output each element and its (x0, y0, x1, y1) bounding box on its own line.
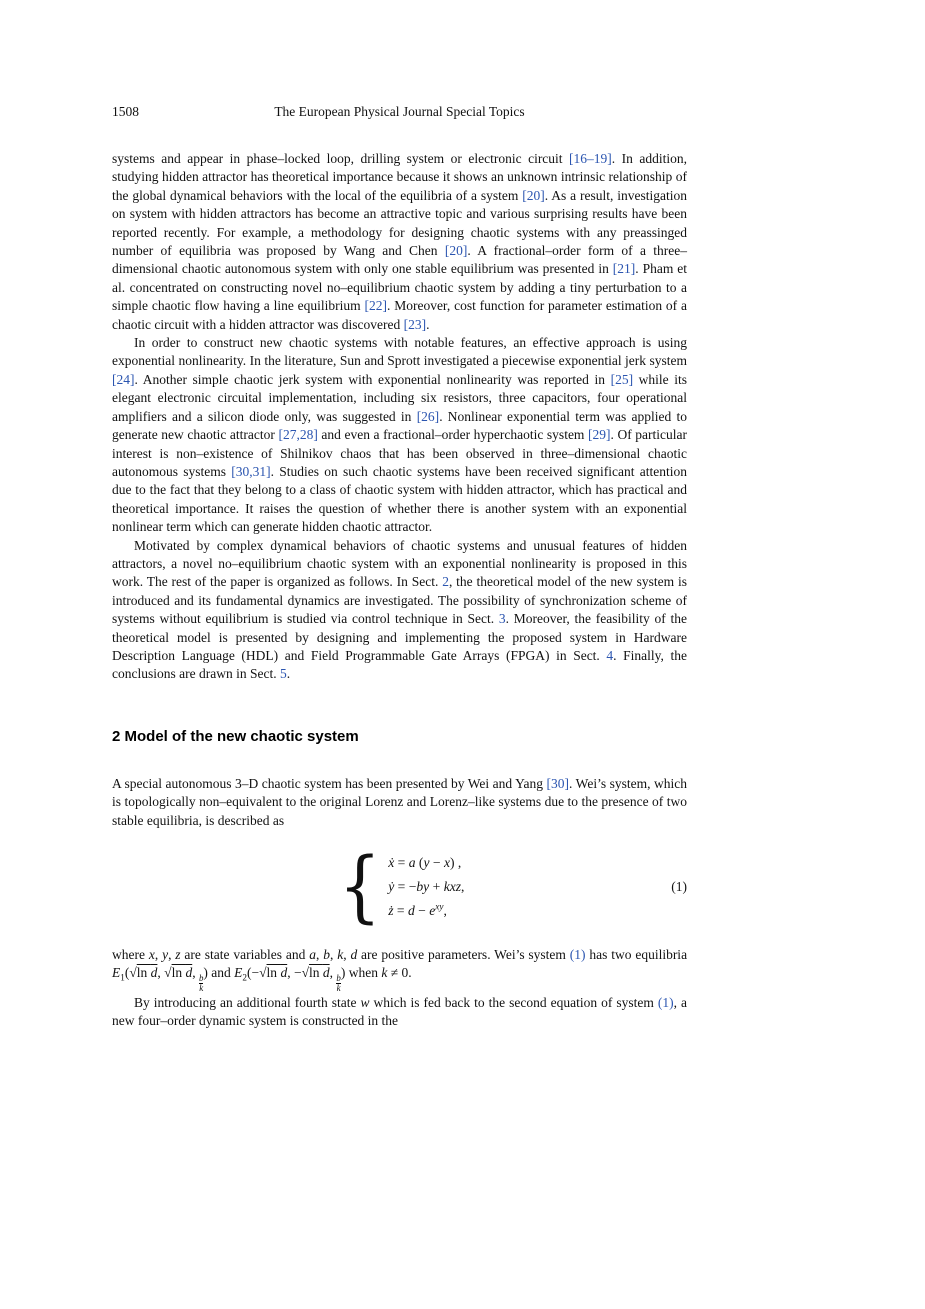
text-run: . Another simple chaotic jerk system with exponential nonlinearity was reported in (134, 371, 611, 387)
citation-link[interactable]: [16–19] (569, 151, 612, 166)
text-run: E (112, 965, 121, 981)
citation-link[interactable]: 5 (279, 666, 287, 682)
equation-brace: { (338, 842, 381, 932)
text-run: , (316, 947, 324, 962)
text-run: a (309, 947, 316, 962)
text-run: . In addition, studying hidden attractor has theoretical importance because it shows an unknown intrinsic relationship of the global dynamical behaviors with the local of the equilibria of a system (112, 151, 687, 203)
text-run: ln (308, 965, 323, 981)
equation-1 (112, 842, 687, 932)
citation-link[interactable]: (1) (569, 947, 586, 962)
text-run: x (148, 947, 155, 962)
text-run: $\overline{d}$ (150, 965, 158, 981)
text-run: = (394, 855, 409, 870)
text-run: . Wei’s system, which is topologically non–equivalent to the original Lorenz and Lorenz–like systems due to the presence of two stable equilibria, is described as (112, 775, 687, 828)
equation-lines (388, 854, 464, 920)
text-run: = (393, 903, 408, 918)
journal-title: The European Physical Journal Special Topics (274, 104, 525, 119)
citation-link[interactable]: 2 (442, 574, 449, 590)
text-run: , (329, 947, 338, 962)
text-run: Motivated by complex dynamical behaviors of chaotic systems and unusual features of hidden attractors, a novel no–equilibrium chaotic system with an exponential nonlinearity is proposed in this work. The rest of the paper is organized as follows. In Sect. (112, 537, 687, 590)
text-run: E (234, 965, 243, 981)
text-run: √ (164, 965, 172, 981)
text-run: , (168, 947, 176, 962)
text-run: where (112, 947, 149, 962)
text-run: − (429, 855, 444, 870)
citation-link[interactable]: [23] (403, 316, 427, 332)
citation-link[interactable]: [20] (444, 243, 468, 259)
text-run: k (381, 965, 388, 981)
equation-line-x (388, 854, 464, 872)
text-run: are state variables and (180, 947, 310, 962)
citation-link[interactable]: [26] (416, 408, 440, 424)
citation-link[interactable]: [20] (522, 187, 545, 203)
text-run: $\overline{d}$ (322, 965, 330, 981)
text-run: A special autonomous 3–D chaotic system has been presented by Wei and Yang (112, 775, 547, 791)
text-run: ) , (450, 855, 462, 870)
text-column (112, 104, 687, 1030)
equation-line-y (388, 878, 464, 896)
text-run: √ (129, 965, 137, 981)
text-run: In order to construct new chaotic systems with notable features, an effective approach is using exponential nonlinearity. In the literature, Sun and Sprott investigated a piecewise exponential jerk system (112, 335, 687, 369)
text-run: , (154, 947, 163, 962)
citation-link[interactable]: [29] (588, 427, 611, 443)
text-run: kxz (443, 879, 462, 894)
text-run: x (443, 855, 450, 870)
text-run: systems and appear in phase–locked loop, drilling system or electronic circuit (112, 151, 570, 166)
text-run: xy (435, 901, 444, 912)
text-run: ż (388, 903, 394, 918)
equation-number: (1) (671, 879, 687, 894)
text-run: . Pham et al. concentrated on constructing novel no–equilibrium chaotic system by adding a tiny perturbation to a simple chaotic flow having a line equilibrium (112, 261, 687, 314)
text-run: has two equilibria (585, 947, 688, 962)
citation-link[interactable]: [30] (546, 775, 570, 791)
equation-body (335, 842, 465, 932)
text-run: , (443, 903, 447, 918)
citation-link[interactable]: 4 (606, 647, 614, 663)
text-run: e (429, 903, 436, 918)
text-run: ln (136, 965, 151, 981)
text-run: d (350, 947, 358, 962)
text-run: √ (259, 965, 267, 981)
text-run: (− (247, 965, 260, 981)
text-run: ln (171, 965, 186, 981)
text-run: , (157, 965, 165, 981)
text-run: ) and (203, 965, 235, 981)
text-run: 1 (120, 973, 125, 984)
text-run: and even a fractional–order hyperchaotic system (317, 427, 589, 443)
text-run: by (416, 879, 430, 894)
text-run: a (408, 855, 416, 870)
text-run: , (329, 965, 337, 981)
text-run: 2 (242, 973, 248, 984)
paragraph-paper-outline (112, 537, 687, 684)
citation-link[interactable]: 3 (498, 611, 506, 627)
text-run: . Nonlinear exponential term was applied to generate new chaotic attractor (112, 408, 687, 443)
text-run: k (337, 947, 344, 962)
text-run: . Moreover, the feasibility of the theoretical model is presented by designing and implementing the proposed system in Hardware Description Language (HDL) and Field Programmable Gate Arrays (FPGA) in Sect. (112, 611, 688, 663)
text-run: . (426, 316, 430, 332)
text-run: . Of particular interest is non–existence of Shilnikov chaos that has been observed in three–dimensional chaotic autonomous systems (112, 427, 688, 479)
text-run: . (286, 666, 291, 682)
section-heading: 2 Model of the new chaotic system (112, 727, 359, 745)
text-run: = − (394, 879, 417, 894)
inline-fraction: $\frac{b}{k}$ (198, 972, 204, 994)
equation-line-z (388, 902, 464, 920)
text-run: which is fed back to the second equation of system (369, 994, 658, 1010)
citation-link[interactable]: [25] (610, 371, 634, 387)
citation-link[interactable]: [22] (364, 298, 387, 314)
text-run: z (175, 947, 181, 962)
citation-link[interactable]: [24] (112, 371, 135, 387)
text-run: , a new four–order dynamic system is constructed in the (112, 994, 687, 1029)
text-run: d (407, 903, 415, 918)
text-run: . Moreover, cost function for parameter estimation of a chaotic circuit with a hidden attractor was discovered (112, 298, 687, 332)
text-run: , the theoretical model of the new system is introduced and its fundamental dynamics are investigated. The possibility of synchronization scheme of systems without equilibrium is studied via control technique in Sect. (112, 574, 688, 627)
text-run: are positive parameters. Wei’s system (357, 947, 570, 962)
citation-link[interactable]: [27,28] (278, 427, 318, 443)
text-run: , − (287, 965, 302, 981)
text-run: y (162, 947, 169, 962)
text-run: ẋ (388, 855, 395, 870)
text-run: . Studies on such chaotic systems have been received significant attention due to the fact that they belong to a class of chaotic system with hidden attractor, which has practical and theoretical importance. It raises the question of whether there is another system with an exponential nonlinear term which can generate hidden chaotic attractor. (112, 463, 687, 535)
paragraph-fourth-state (112, 994, 687, 1031)
paragraph-parameters-equilibria (112, 946, 687, 994)
text-run: . As a result, investigation on system with hidden attractors has become an attractive topic and various surprising results have been reported recently. For example, a methodology for designing chaotic systems with any preassinged number of equilibria was proposed by Wang and Chen (112, 187, 687, 259)
text-run: b (323, 947, 330, 962)
text-run: while its elegant electronic circuital implementation, including six resistors, three capacitors, four operational amplifiers and a silicon diode only, was suggested in (112, 371, 688, 424)
text-run: − (414, 903, 430, 918)
paragraph-exponential-approach (112, 334, 687, 536)
text-run: ( (415, 855, 424, 870)
text-run: ≠ 0. (387, 965, 412, 981)
text-run: ) when (340, 965, 382, 981)
text-run: . A fractional–order form of a three–dimensional chaotic autonomous system with only one stable equilibrium was presented in (112, 243, 687, 277)
text-run: √ (301, 965, 309, 981)
paragraph-intro-continued (112, 150, 687, 334)
text-run: ln (266, 965, 281, 981)
citation-link[interactable]: (1) (657, 994, 674, 1010)
text-run: ẏ (388, 879, 395, 894)
text-run: + (429, 879, 444, 894)
citation-link[interactable]: [21] (612, 261, 636, 277)
running-head (112, 104, 687, 122)
citation-link[interactable]: [30,31] (231, 463, 271, 479)
text-run: , (343, 947, 351, 962)
paragraph-wei-system (112, 775, 687, 830)
text-run: , (192, 965, 199, 981)
text-run: w (360, 994, 370, 1010)
text-run: $\overline{d}$ (185, 965, 193, 981)
text-run: , (461, 879, 465, 894)
inline-fraction: $\frac{b}{k}$ (336, 972, 341, 994)
page-number: 1508 (112, 104, 139, 119)
text-run: ( (124, 965, 130, 981)
text-run: $\overline{d}$ (280, 965, 288, 981)
text-run: By introducing an additional fourth state (134, 994, 361, 1010)
text-run: y (423, 855, 430, 870)
text-run: . Finally, the conclusions are drawn in Sect. (112, 647, 687, 682)
